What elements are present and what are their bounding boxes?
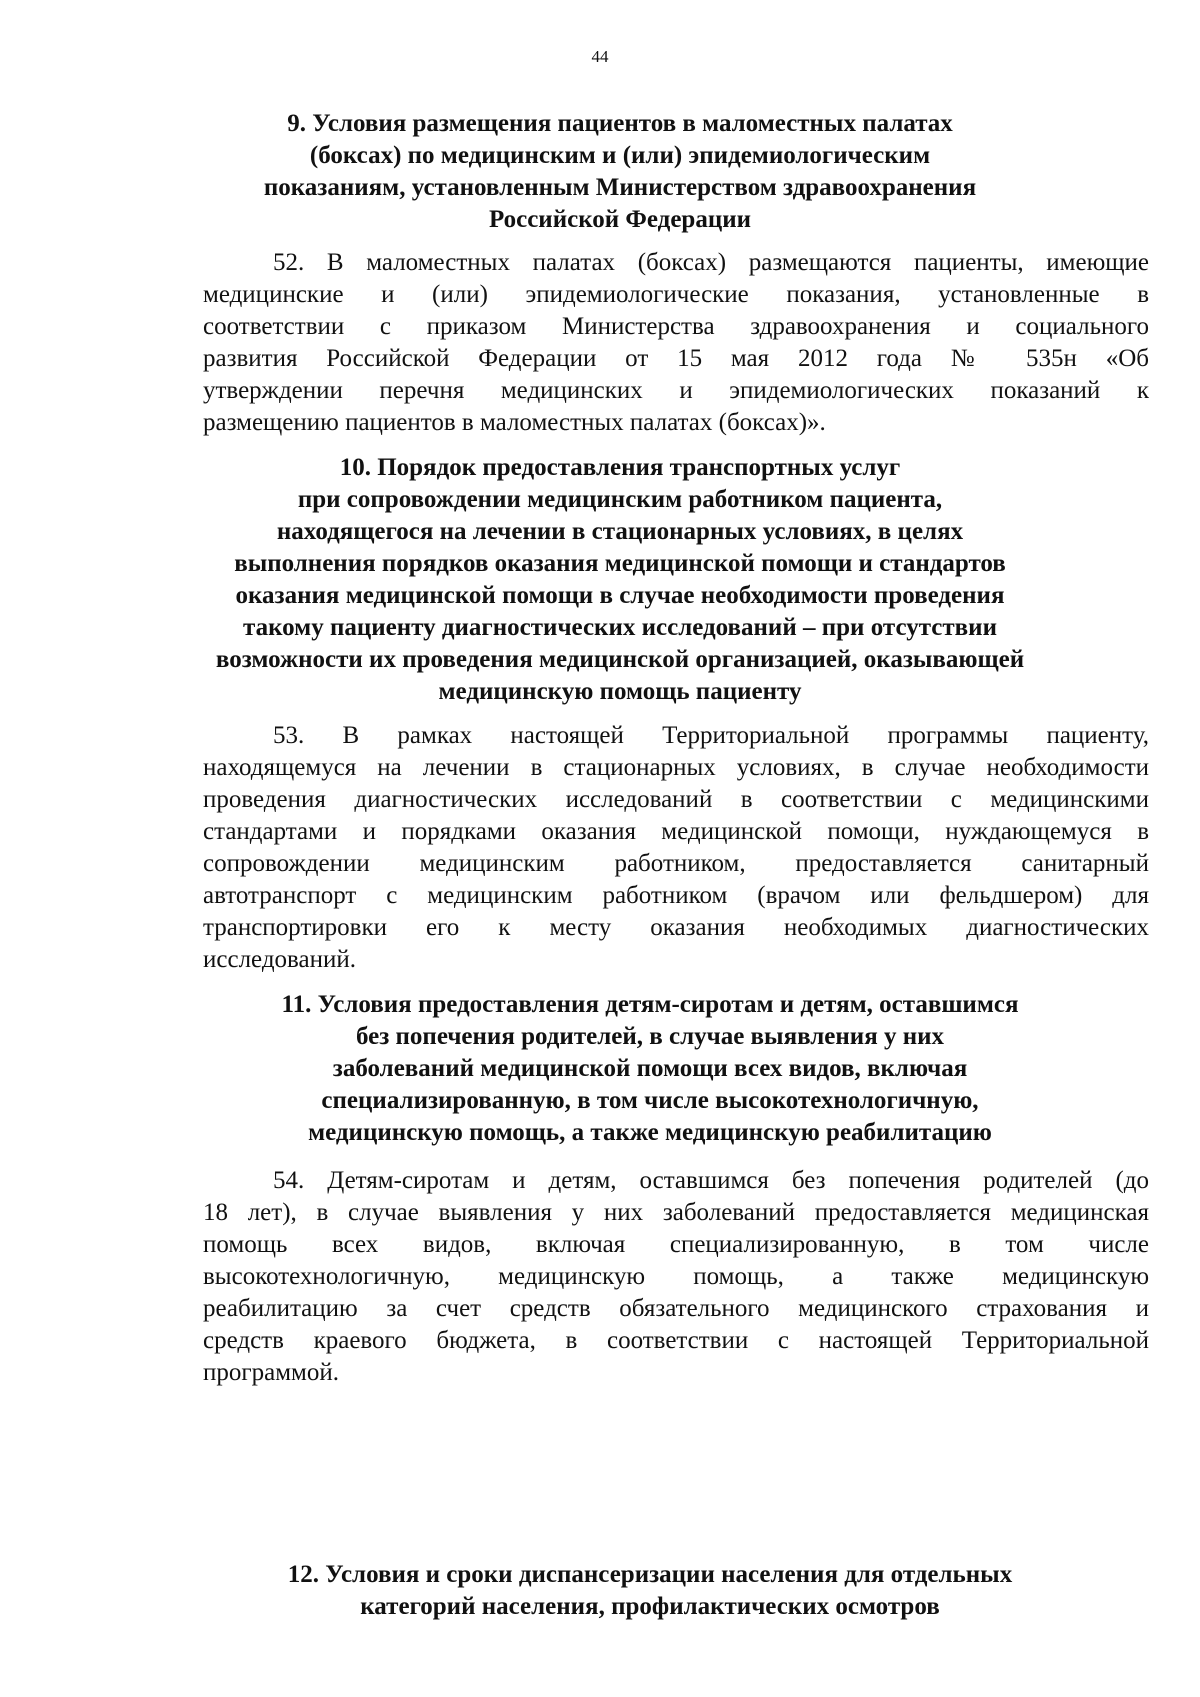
paragraph-54 [203,1165,1149,1389]
heading-line: заболеваний медицинской помощи всех видов, включая [332,1055,968,1082]
heading-line: при сопровождении медицинским работником пациента, [297,486,943,513]
paragraph-53 [203,720,1149,976]
paragraph-line: высокотехнологичную, медицинскую помощь, а также медицинскую [203,1263,1149,1290]
paragraph-line: автотранспорт с медицинским работником (врачом или фельдшером) для [203,882,1149,909]
paragraph-line: 53. В рамках настоящей Территориальной программы пациенту, [273,722,1149,749]
section-10-heading [0,452,1200,708]
heading-line: без попечения родителей, в случае выявления у них [355,1023,945,1050]
heading-line: 12. Условия и сроки диспансеризации населения для отдельных [287,1561,1013,1588]
heading-line: медицинскую помощь пациенту [438,678,802,705]
paragraph-52 [203,247,1149,439]
heading-line: показаниям, установленным Министерством здравоохранения [263,174,977,201]
heading-line: Российской Федерации [488,206,752,233]
heading-line: выполнения порядков оказания медицинской помощи и стандартов [234,550,1006,577]
paragraph-line: помощь всех видов, включая специализированную, в том числе [203,1231,1149,1258]
heading-line: специализированную, в том числе высокотехнологичную, [321,1087,979,1114]
heading-line: (боксах) по медицинским и (или) эпидемиологическим [309,142,931,169]
paragraph-line: исследований. [203,946,356,973]
paragraph-line: реабилитацию за счет средств обязательного медицинского страхования и [203,1295,1149,1322]
heading-line: находящегося на лечении в стационарных условиях, в целях [276,518,964,545]
heading-line: медицинскую помощь, а также медицинскую реабилитацию [308,1119,992,1146]
heading-line: 10. Порядок предоставления транспортных услуг [339,454,901,481]
paragraph-line: транспортировки его к месту оказания необходимых диагностических [203,914,1149,941]
section-12-heading [0,1559,1200,1623]
section-11-heading [0,989,1200,1149]
heading-line: такому пациенту диагностических исследований – при отсутствии [242,614,997,641]
paragraph-line: находящемуся на лечении в стационарных условиях, в случае необходимости [203,754,1149,781]
section-9-heading [0,108,1200,236]
paragraph-line: 54. Детям-сиротам и детям, оставшимся без попечения родителей (до [273,1167,1149,1194]
heading-line: оказания медицинской помощи в случае необходимости проведения [235,582,1005,609]
paragraph-line: развития Российской Федерации от 15 мая 2012 года № 535н «Об [203,345,1149,372]
paragraph-line: средств краевого бюджета, в соответствии с настоящей Территориальной [203,1327,1149,1354]
paragraph-line: утверждении перечня медицинских и эпидемиологических показаний к [203,377,1149,404]
paragraph-line: 18 лет), в случае выявления у них заболеваний предоставляется медицинская [203,1199,1149,1226]
paragraph-line: 52. В маломестных палатах (боксах) размещаются пациенты, имеющие [273,249,1149,276]
paragraph-line: размещению пациентов в маломестных палатах (боксах)». [203,409,826,436]
paragraph-line: программой. [203,1359,339,1386]
page-number: 44 [591,47,609,66]
paragraph-line: соответствии с приказом Министерства здравоохранения и социального [203,313,1149,340]
paragraph-line: проведения диагностических исследований в соответствии с медицинскими [203,786,1149,813]
heading-line: 9. Условия размещения пациентов в маломестных палатах [287,110,953,137]
heading-line: возможности их проведения медицинской организацией, оказывающей [215,646,1025,673]
heading-line: 11. Условия предоставления детям-сиротам и детям, оставшимся [281,991,1019,1018]
paragraph-line: стандартами и порядками оказания медицинской помощи, нуждающемуся в [203,818,1149,845]
paragraph-line: медицинские и (или) эпидемиологические показания, установленные в [203,281,1149,308]
paragraph-line: сопровождении медицинским работником, предоставляется санитарный [203,850,1149,877]
heading-line: категорий населения, профилактических осмотров [360,1593,940,1620]
